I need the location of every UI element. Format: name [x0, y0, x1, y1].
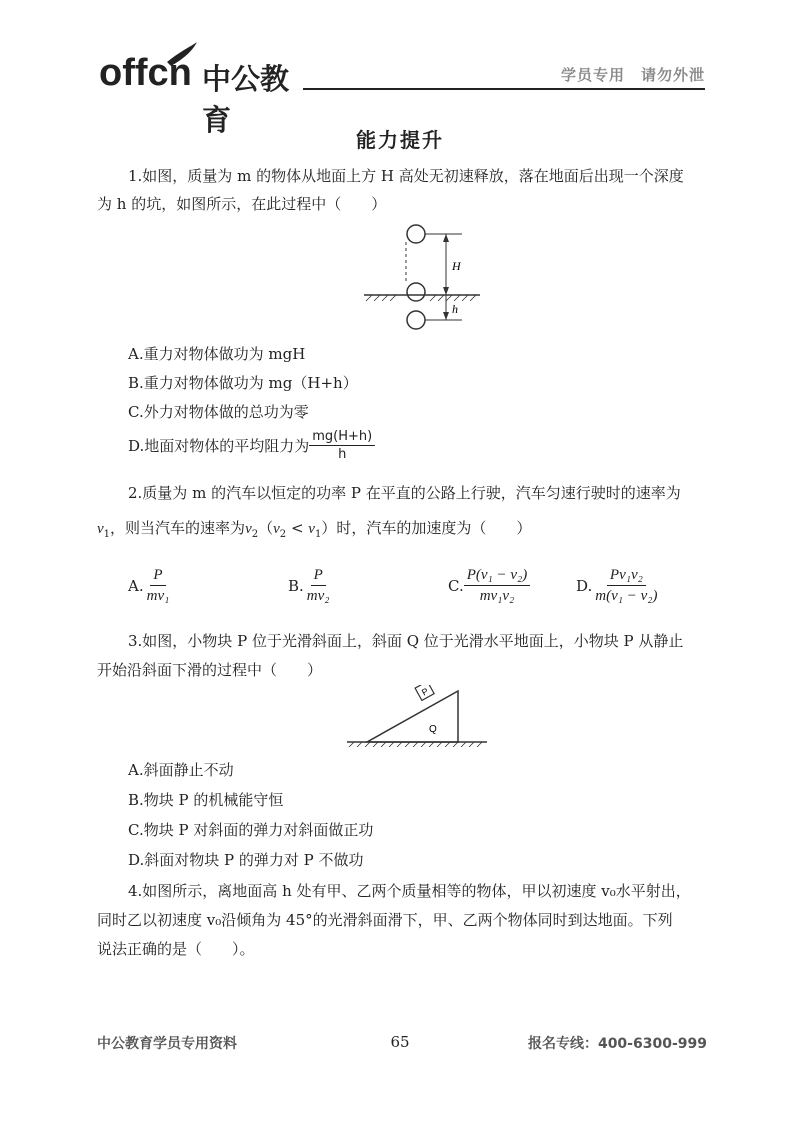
q2-line2: $v_1$，则当汽车的速率为$v_2(v_2 < v_1)$时，汽车的加速度为（ ）: [97, 519, 532, 540]
v1-symbol: v: [97, 521, 104, 537]
ball-top: [407, 225, 425, 243]
block-p: [415, 685, 434, 700]
q2-option-d: D. $\frac{\text{Pv₁v₂}}{\text{m(v₁ − v₂)}}$: [576, 565, 660, 606]
q1-option-b: B.重力对物体做功为 mg（H+h）: [128, 374, 358, 392]
q2-option-c-fraction: $\frac{\text{P(v₁ − v₂)}}{\text{mv₁v₂}}$: [464, 565, 531, 606]
q3-figure: [345, 685, 490, 747]
q1-option-c: C.外力对物体做的总功为零: [128, 403, 309, 421]
q2-option-a: A. $\frac{P}{\text{mv₁}}$: [128, 565, 172, 606]
q2-option-c: C. $\frac{\text{P(v₁ − v₂)}}{\text{mv₁v₂}}$: [448, 565, 530, 606]
q1-line2: 为 h 的坑，如图所示，在此过程中（ ）: [97, 195, 387, 213]
q2-option-b-fraction: $\frac{P}{\text{mv₂}}$: [306, 567, 330, 604]
ball-pit: [407, 311, 425, 329]
q1-option-d-text: D.地面对物体的平均阻力为: [128, 437, 310, 455]
q1-figure: [362, 222, 480, 332]
q2-line1: 2.质量为 m 的汽车以恒定的功率 P 在平直的公路上行驶，汽车匀速行驶时的速率为: [128, 484, 681, 502]
fraction-numerator: mg(H+h): [309, 428, 375, 446]
footer-hotline: 报名专线：400-6300-999: [527, 1036, 707, 1052]
ball-ground: [407, 283, 425, 301]
q2-option-d-fraction: $\frac{\text{Pv₁v₂}}{\text{m(v₁ − v₂)}}$: [595, 567, 658, 604]
q3-option-d: D.斜面对物块 P 的弹力对 P 不做功: [128, 851, 364, 869]
q3-option-b: B.物块 P 的机械能守恒: [128, 791, 284, 809]
label-Q: Q: [429, 724, 437, 735]
fraction-denominator: h: [338, 447, 347, 462]
q1-option-a: A.重力对物体做功为 mgH: [128, 345, 306, 363]
q4-line2: 同时乙以初速度 v₀沿倾角为 45°的光滑斜面滑下，甲、乙两个物体同时到达地面。下列: [97, 911, 673, 929]
logo-cn-text: 中公教育: [202, 64, 290, 137]
header-notice: 学员专用 请勿外泄: [560, 67, 705, 84]
label-h: h: [452, 302, 458, 316]
header-rule: [303, 88, 705, 90]
q3-line1: 3.如图，小物块 P 位于光滑斜面上，斜面 Q 位于光滑水平地面上，小物块 P 从静止: [128, 632, 684, 650]
label-P: P: [420, 685, 431, 698]
q1-option-d-fraction: [309, 428, 375, 463]
page-title: 能力提升: [356, 128, 444, 152]
q2-option-a-fraction: $\frac{P}{\text{mv₁}}$: [146, 567, 170, 604]
q1-line1: 1.如图，质量为 m 的物体从地面上方 H 高处无初速释放，落在地面后出现一个深度: [128, 167, 684, 185]
q4-line3: 说法正确的是（ ）。: [97, 940, 255, 958]
incline-wedge: [367, 691, 458, 742]
q2-option-b: B. $\frac{P}{\text{mv₂}}$: [288, 565, 333, 606]
q3-option-a: A.斜面静止不动: [128, 761, 234, 779]
offcn-logo: [97, 40, 307, 137]
q1-option-d: [128, 428, 375, 463]
q4-line1: 4.如图所示，离地面高 h 处有甲、乙两个质量相等的物体，甲以初速度 v₀水平射出，: [128, 882, 691, 900]
page-number: 65: [390, 1033, 410, 1051]
q3-line2: 开始沿斜面下滑的过程中（ ）: [97, 661, 323, 679]
q3-option-c: C.物块 P 对斜面的弹力对斜面做正功: [128, 821, 374, 839]
logo-text: offcn: [99, 52, 192, 94]
label-H: H: [452, 259, 461, 273]
footer-left: 中公教育学员专用资料: [97, 1036, 237, 1052]
